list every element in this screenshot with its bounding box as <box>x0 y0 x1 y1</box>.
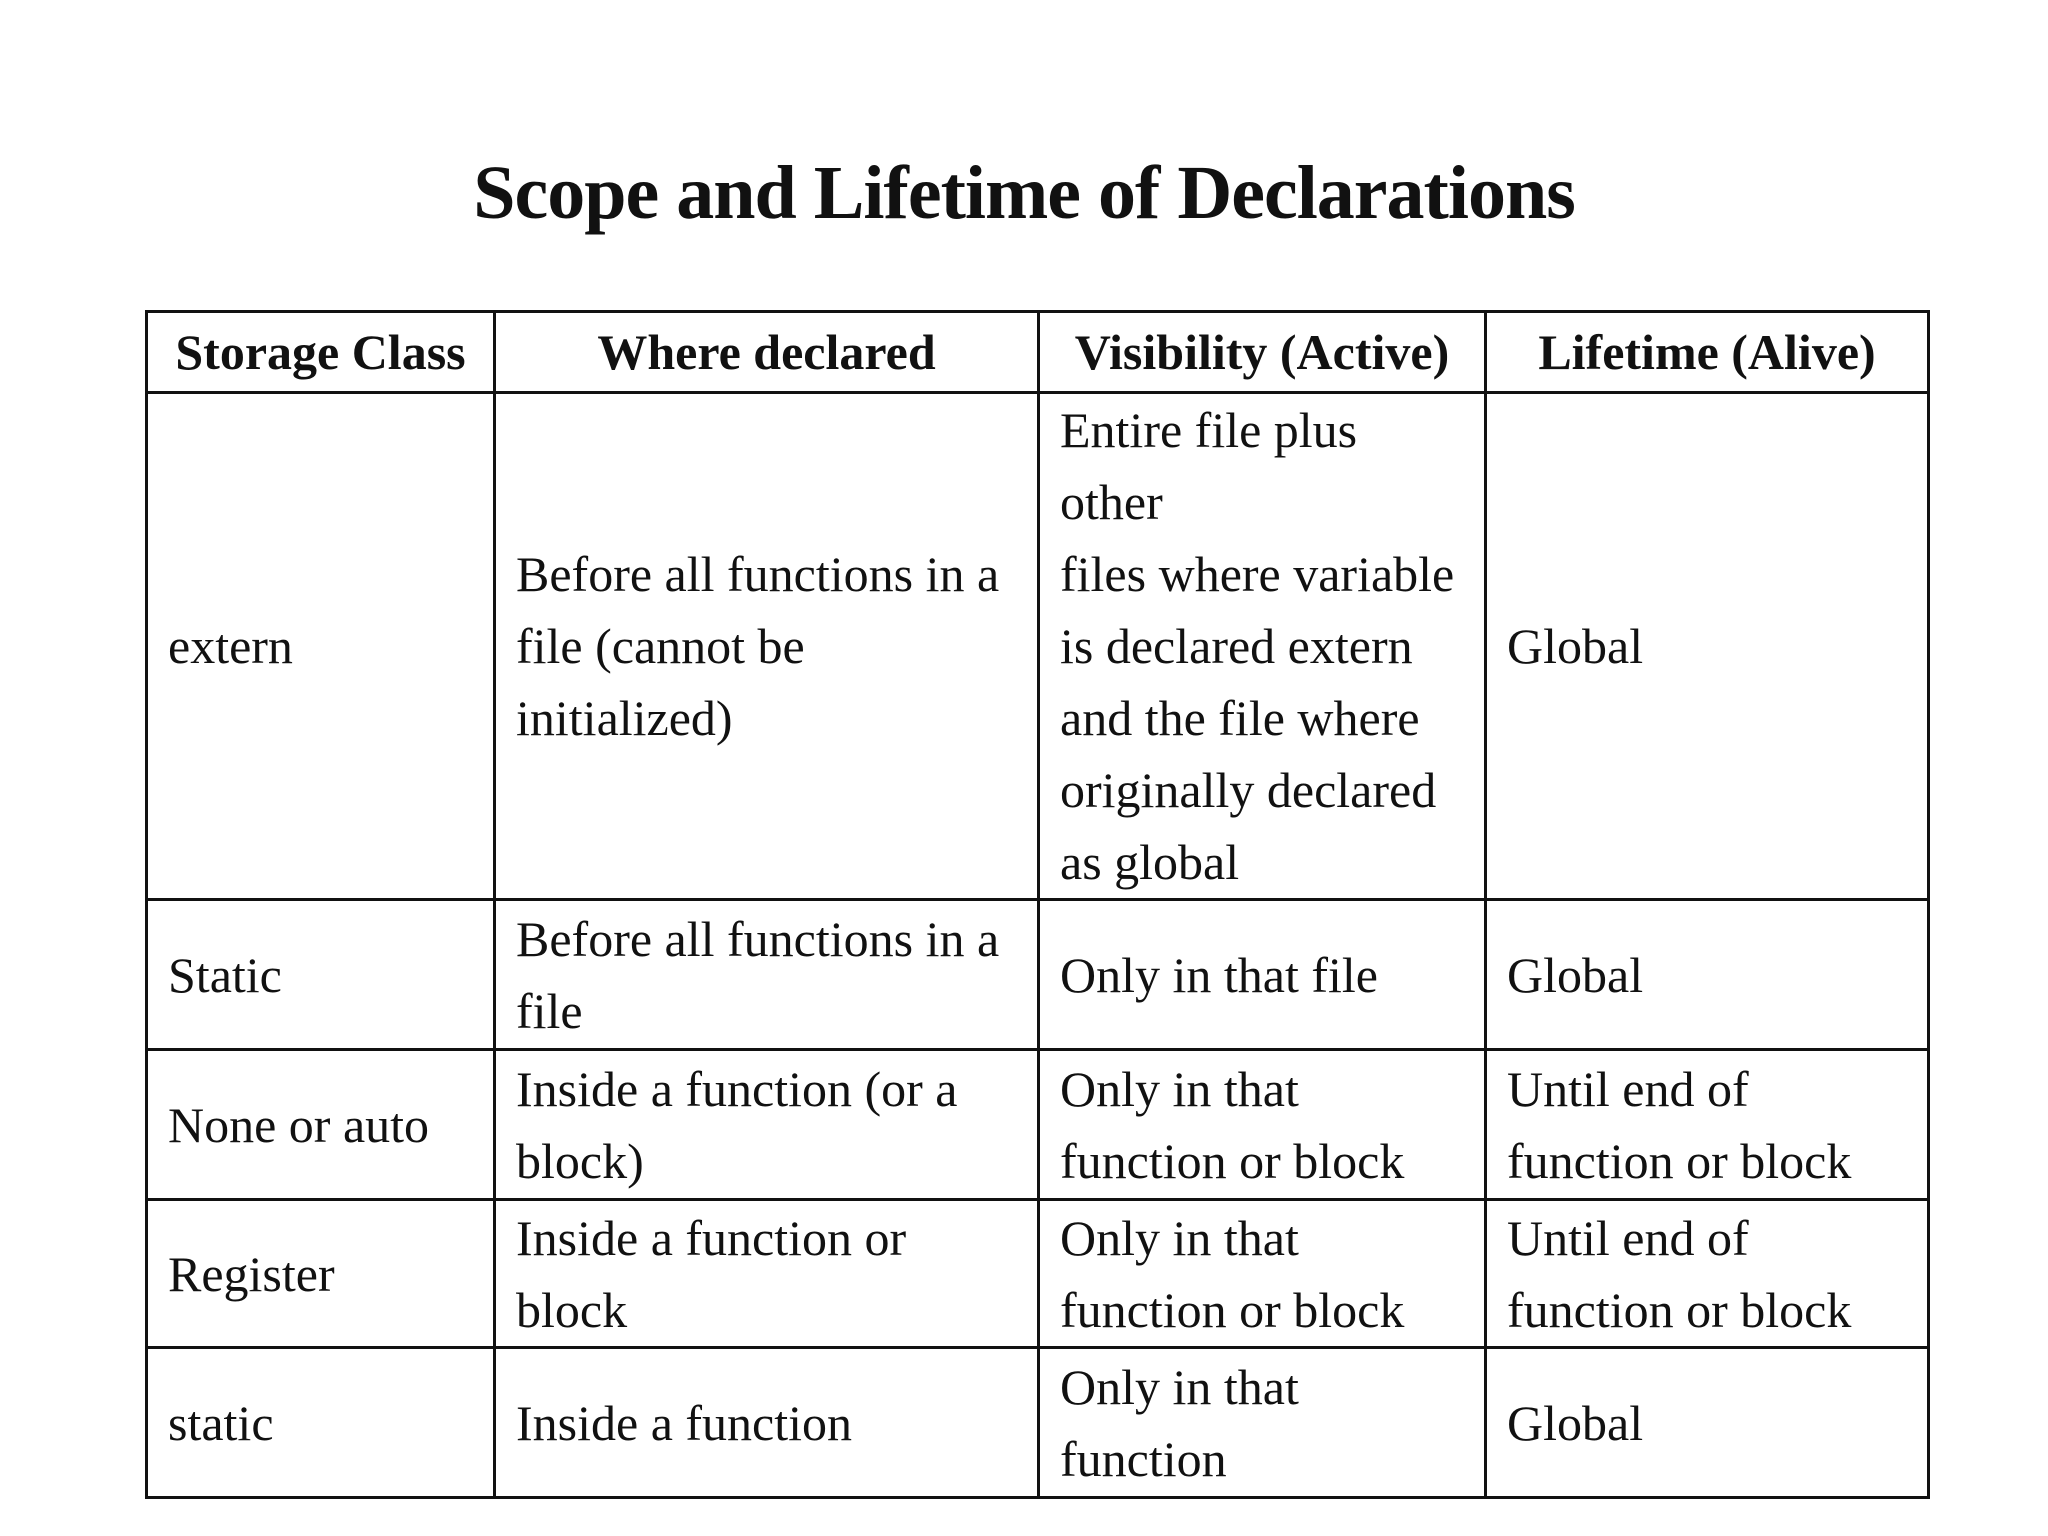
table-header-row <box>147 312 1929 393</box>
cell-where-declared: Inside a function <box>495 1348 1039 1498</box>
cell-visibility: Entire file plus other files where variable is declared extern and the file where originally declared as global <box>1039 393 1486 900</box>
table-row <box>147 1348 1929 1498</box>
header-storage-class: Storage Class <box>147 312 495 393</box>
cell-visibility: Only in that function or block <box>1039 1200 1486 1348</box>
cell-lifetime: Global <box>1486 393 1929 900</box>
cell-where-declared: Before all functions in a file (cannot be initialized) <box>495 393 1039 900</box>
cell-where-declared: Inside a function (or a block) <box>495 1050 1039 1200</box>
table-row <box>147 1200 1929 1348</box>
table-row <box>147 393 1929 900</box>
cell-storage-class: Static <box>147 900 495 1050</box>
cell-visibility: Only in that function <box>1039 1348 1486 1498</box>
cell-storage-class: None or auto <box>147 1050 495 1200</box>
cell-storage-class: extern <box>147 393 495 900</box>
cell-where-declared: Before all functions in a file <box>495 900 1039 1050</box>
cell-storage-class: Register <box>147 1200 495 1348</box>
cell-lifetime: Until end of function or block <box>1486 1050 1929 1200</box>
declarations-table <box>145 310 1930 1499</box>
table-row <box>147 900 1929 1050</box>
cell-lifetime: Global <box>1486 1348 1929 1498</box>
header-where-declared: Where declared <box>495 312 1039 393</box>
cell-storage-class: static <box>147 1348 495 1498</box>
cell-visibility: Only in that function or block <box>1039 1050 1486 1200</box>
cell-lifetime: Until end of function or block <box>1486 1200 1929 1348</box>
cell-visibility: Only in that file <box>1039 900 1486 1050</box>
cell-lifetime: Global <box>1486 900 1929 1050</box>
header-visibility: Visibility (Active) <box>1039 312 1486 393</box>
page-title: Scope and Lifetime of Declarations <box>473 151 1575 235</box>
header-lifetime: Lifetime (Alive) <box>1486 312 1929 393</box>
table-row <box>147 1050 1929 1200</box>
cell-where-declared: Inside a function or block <box>495 1200 1039 1348</box>
